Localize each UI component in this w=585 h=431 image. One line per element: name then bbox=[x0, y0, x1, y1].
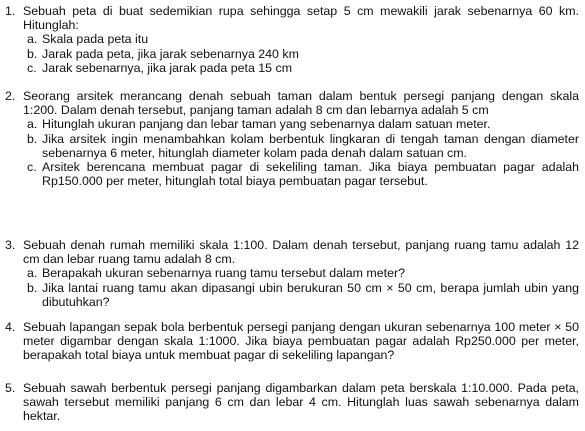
sub-question-text: Berapakah ukuran sebenarnya ruang tamu tersebut dalam meter? bbox=[42, 266, 405, 281]
sub-question-b bbox=[27, 47, 579, 61]
question-text: Seorang arsitek merancang denah sebuah taman dalam bentuk persegi panjang dengan skala 1:200. Dalam denah tersebut, panjang taman adalah 8 cm dan lebarnya adalah 5 cm bbox=[23, 89, 579, 118]
sub-question-text: Hitunglah ukuran panjang dan lebar taman yang sebenarnya dalam satuan meter. bbox=[42, 117, 491, 132]
sub-question-text: Skala pada peta itu bbox=[42, 32, 149, 47]
sub-question-label: a. bbox=[27, 32, 38, 47]
question-number: 3. bbox=[5, 238, 16, 252]
sub-question-label: a. bbox=[27, 117, 38, 132]
question-text: Sebuah peta di buat sedemikian rupa sehingga setap 5 cm mewakili jarak sebenarnya 60 km. Hitunglah: bbox=[23, 4, 579, 33]
sub-question-label: b. bbox=[27, 131, 38, 146]
question-3 bbox=[5, 238, 579, 309]
sub-question-b bbox=[27, 281, 579, 309]
sub-question-label: b. bbox=[27, 46, 38, 61]
sub-question-label: c. bbox=[27, 160, 37, 175]
sub-question-a bbox=[27, 32, 579, 46]
question-text: Sebuah lapangan sepak bola berbentuk persegi panjang dengan ukuran sebenarnya 100 meter × 50 meter digambar dengan skala 1:1000. Jika biaya pembuatan pagar adalah Rp250.000 per meter, berapakah total biaya untuk membuat pagar di sekeliling lapangan? bbox=[23, 320, 579, 363]
question-number: 1. bbox=[5, 4, 16, 18]
sub-question-text: Jika arsitek ingin menambahkan kolam berbentuk lingkaran di tengah taman dengan diameter sebenarnya 6 meter, hitunglah diameter kolam pada denah dalam satuan cm. bbox=[42, 131, 579, 160]
question-text: Sebuah sawah berbentuk persegi panjang digambarkan dalam peta berskala 1:10.000. Pada peta, sawah tersebut memiliki panjang 6 cm dan lebar 4 cm. Hitunglah luas sawah sebenarnya dalam hektar. bbox=[23, 381, 579, 424]
sub-question-a bbox=[27, 117, 579, 131]
sub-question-b bbox=[27, 132, 579, 160]
sub-question-text: Jarak sebenarnya, jika jarak pada peta 15 cm bbox=[42, 60, 293, 75]
question-text: Sebuah denah rumah memiliki skala 1:100. Dalam denah tersebut, panjang ruang tamu adalah 12 cm dan lebar ruang tamu adalah 8 cm. bbox=[23, 238, 579, 267]
question-number: 2. bbox=[5, 89, 16, 103]
question-1 bbox=[5, 4, 579, 75]
sub-question-text: Jika lantai ruang tamu akan dipasangi ubin berukuran 50 cm × 50 cm, berapa jumlah ubin yang dibutuhkan? bbox=[42, 280, 579, 309]
sub-question-label: a. bbox=[27, 266, 38, 281]
question-number: 4. bbox=[5, 320, 16, 334]
question-2 bbox=[5, 89, 579, 188]
sub-question-label: c. bbox=[27, 60, 37, 75]
sub-question-text: Arsitek berencana membuat pagar di sekeliling taman. Jika biaya pembuatan pagar adalah Rp150.000 per meter, hitunglah total biaya pembuatan pagar tersebut. bbox=[42, 160, 579, 189]
question-4 bbox=[5, 320, 579, 363]
sub-question-c bbox=[27, 61, 579, 75]
sub-question-text: Jarak pada peta, jika jarak sebenarnya 240 km bbox=[42, 46, 299, 61]
sub-question-a bbox=[27, 266, 579, 280]
sub-question-label: b. bbox=[27, 280, 38, 295]
question-5 bbox=[5, 381, 579, 424]
question-number: 5. bbox=[5, 381, 16, 395]
sub-question-c bbox=[27, 160, 579, 188]
